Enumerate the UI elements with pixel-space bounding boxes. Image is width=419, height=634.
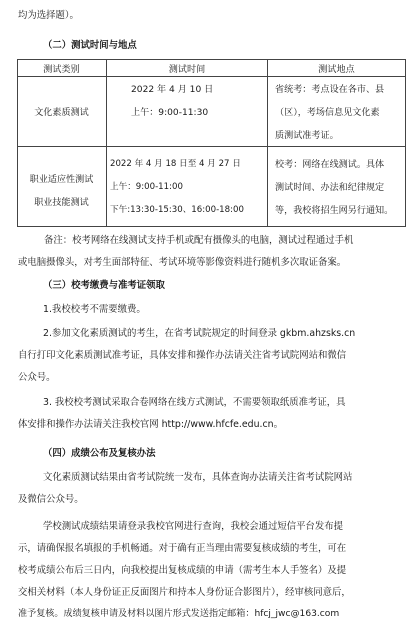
section-3-heading: （三）校考缴费与准考证领取	[43, 280, 165, 291]
row1-category: 文化素质测试	[34, 108, 89, 118]
header-category: 测试类别	[43, 65, 80, 75]
row2-category-1: 职业适应性测试	[29, 175, 94, 185]
s3-item2-line3: 公众号。	[18, 372, 56, 383]
schedule-table	[17, 59, 406, 227]
s3-item1-line1: 1.我校校考不需要缴费。	[43, 304, 146, 315]
row2-place-line2: 测试时间、办法和纪律规定	[275, 183, 385, 193]
s4-p1-line1: 文化素质测试结果由省考试院统一发布，具体查询办法请关注省考试院网站	[43, 472, 353, 483]
header-time: 测试时间	[168, 65, 206, 75]
row2-time-afternoon: 下午:13:30-15:30、16:00-18:00	[110, 205, 244, 215]
row1-place-line2: （区），考场信息见文化素	[275, 108, 380, 118]
header-place: 测试地点	[318, 65, 355, 75]
s3-item2-line2: 自行打印文化素质测试准考证，具体安排和操作办法请关注省考试院网站和微信	[18, 350, 347, 361]
row2-category-2: 职业技能测试	[34, 198, 89, 208]
row2-time-dates: 2022 年 4 月 18 日至 4 月 27 日	[110, 159, 241, 169]
s4-p2-line5: 准予复核。成绩复核申请及材料以图片形式发送指定邮箱：hfcj_jwc@163.com	[18, 609, 340, 619]
s4-p2-line3: 校考成绩公布后三日内，向我校提出复核成绩的申请（需考生本人手签名）及提	[18, 565, 347, 576]
s4-p2-line1: 学校测试成绩结果请登录我校官网进行查询，我校会通过短信平台发布提	[43, 521, 344, 532]
row2-place-line1: 校考：网络在线测试。具体	[275, 160, 385, 170]
row2-time-morning: 上午：9:00-11:00	[110, 182, 183, 192]
s3-item3-line2: 体安排和操作办法请关注我校官网 http://www.hfcfe.edu.cn。	[18, 419, 284, 430]
note-line-2: 或电脑摄像头，对考生面部特征、考试环境等影像资料进行随机多次取证备案。	[18, 257, 347, 268]
section-4-heading: （四）成绩公布及复核办法	[43, 448, 156, 459]
s4-p2-line2: 示，请确保报名填报的手机畅通。对于确有正当理由需要复核成绩的考生，可在	[18, 543, 347, 554]
s4-p2-line4: 交相关材料（本人身份证正反面图片和持本人身份证合影图片），经审核同意后，	[18, 587, 351, 598]
row2-place-line3: 等，我校将招生网另行通知。	[275, 206, 394, 216]
s3-item2-line1: 2.参加文化素质测试的考生，在省考试院规定的时间登录 gkbm.ahzsks.cn	[43, 328, 356, 339]
row1-place-line1: 省统考：考点设在各市、县	[275, 85, 385, 95]
row1-time-date: 2022 年 4 月 10 日	[131, 85, 214, 95]
section-2-heading: （二）测试时间与地点	[43, 40, 137, 51]
row1-time-slot: 上午：9:00-11:30	[131, 108, 209, 118]
row1-place-line3: 质测试准考证。	[275, 131, 339, 141]
intro-tail: 均为选择题）。	[18, 10, 79, 21]
note-line-1: 备注：校考网络在线测试支持手机或配有摄像头的电脑，测试过程通过手机	[44, 235, 354, 246]
s4-p1-line2: 及微信公众号。	[18, 494, 84, 505]
s3-item3-line1: 3. 我校校考测试采取合卷网络在线方式测试，不需要领取纸质准考证，具	[43, 397, 346, 408]
